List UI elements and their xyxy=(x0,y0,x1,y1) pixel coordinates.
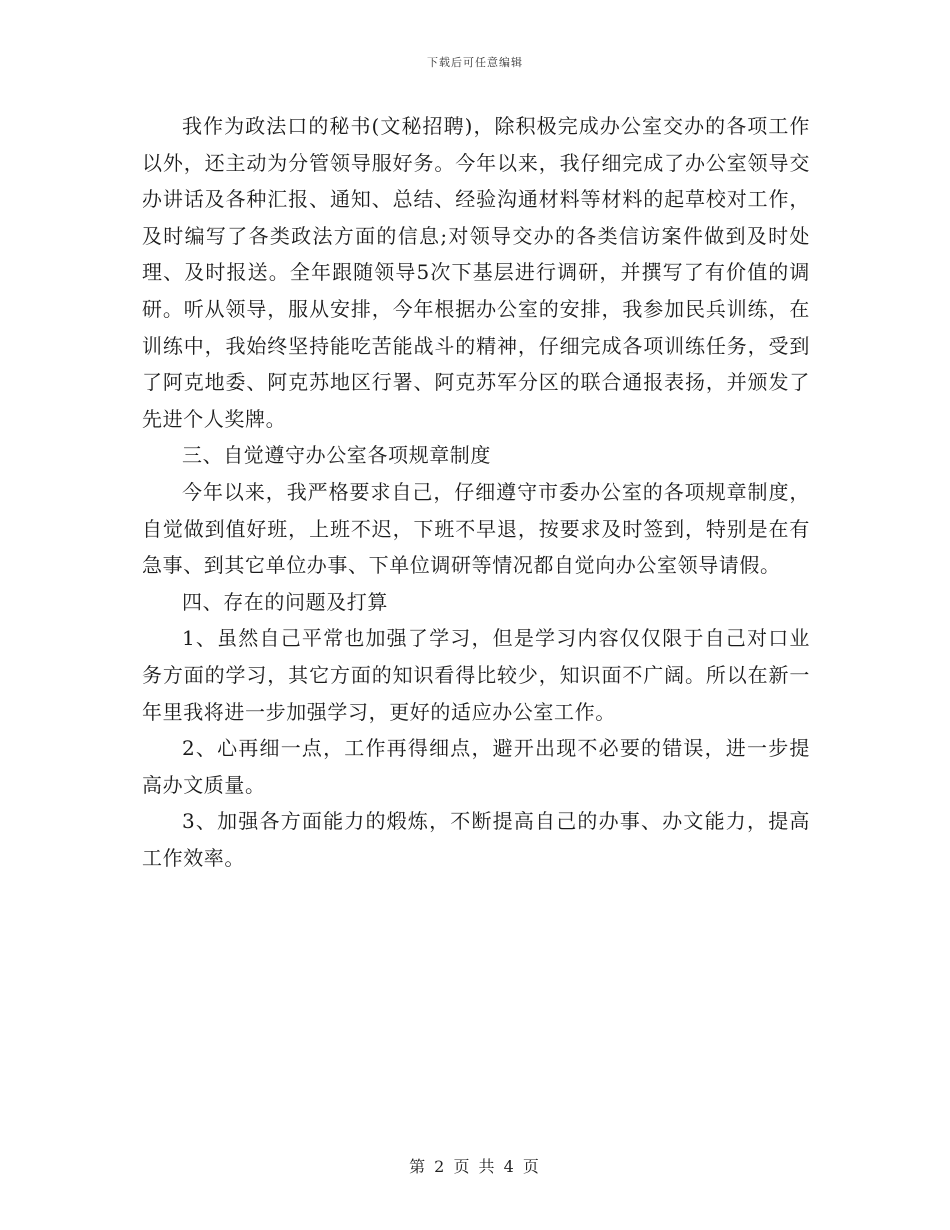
document-body xyxy=(142,108,810,876)
paragraph-rules: 今年以来，我严格要求自己，仔细遵守市委办公室的各项规章制度，自觉做到值好班，上班不迟，下班不早退，按要求及时签到，特别是在有急事、到其它单位办事、下单位调研等情况都自觉向办公室领导请假。 xyxy=(142,479,810,578)
paragraph-work-duties: 我作为政法口的秘书(文秘招聘)，除积极完成办公室交办的各项工作以外，还主动为分管领导服好务。今年以来，我仔细完成了办公室领导交办讲话及各种汇报、通知、总结、经验沟通材料等材料的起草校对工作，及时编写了各类政法方面的信息;对领导交办的各类信访案件做到及时处理、及时报送。全年跟随领导5次下基层进行调研，并撰写了有价值的调研。听从领导，服从安排，今年根据办公室的安排，我参加民兵训练，在训练中，我始终坚持能吃苦能战斗的精神，仔细完成各项训练任务，受到了阿克地委、阿克苏地区行署、阿克苏军分区的联合通报表扬，并颁发了先进个人奖牌。 xyxy=(142,114,810,431)
list-item-2: 2、心再细一点，工作再得细点，避开出现不必要的错误，进一步提高办文质量。 xyxy=(142,736,810,797)
page-number-label: 第 2 页 共 4 页 xyxy=(409,1157,541,1176)
list-item-1: 1、虽然自己平常也加强了学习，但是学习内容仅仅限于自己对口业务方面的学习，其它方面的知识看得比较少，知识面不广阔。所以在新一年里我将进一步加强学习，更好的适应办公室工作。 xyxy=(142,626,810,724)
page-number-footer xyxy=(0,1154,950,1177)
list-item-3: 3、加强各方面能力的煅炼，不断提高自己的办事、办文能力，提高工作效率。 xyxy=(142,809,810,870)
section-heading-problems: 四、存在的问题及打算 xyxy=(182,589,388,614)
section-heading-rules: 三、自觉遵守办公室各项规章制度 xyxy=(182,443,491,468)
header-note: 下载后可任意编辑 xyxy=(427,56,523,69)
